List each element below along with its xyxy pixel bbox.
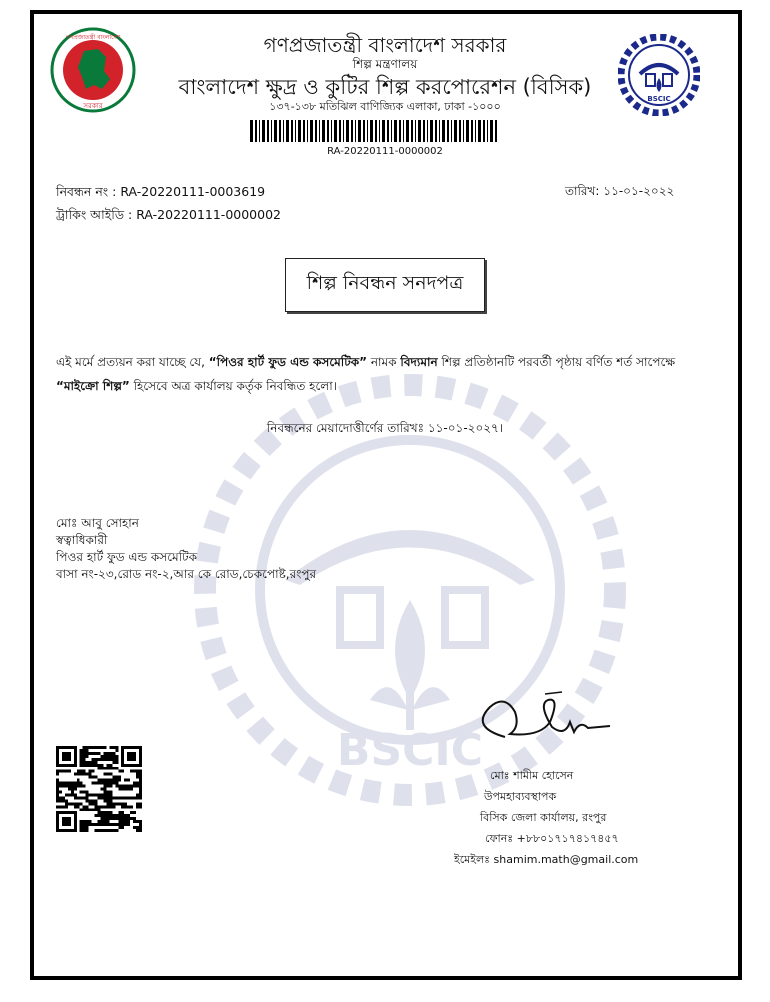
corporation-name: বাংলাদেশ ক্ষুদ্র ও কুটির শিল্প করপোরেশন (বিসিক)	[178, 75, 592, 99]
existing-status: বিদ্যমান	[400, 355, 438, 369]
tracking-value: RA-20220111-0000002	[136, 207, 281, 222]
signature	[470, 682, 620, 752]
bscic-logo-text: BSCIC	[647, 95, 671, 103]
tracking-label: ট্রাকিং আইডি :	[56, 207, 133, 222]
tracking-id	[56, 207, 281, 227]
statement-part-3: শিল্প প্রতিষ্ঠানটি পরবর্তী পৃষ্ঠায় বর্ণিত শর্ত সাপেক্ষে	[441, 355, 676, 369]
statement-part-2: নামক	[370, 355, 397, 369]
signatory-phone: ফোনঃ +৮৮০১৭১৭৪১৭৪৫৭	[485, 832, 619, 845]
certificate-title: শিল্প নিবন্ধন সনদপত্র	[285, 258, 485, 312]
qr-code	[56, 746, 142, 832]
owner-company: পিওর হার্ট ফুড এন্ড কসমেটিক	[56, 550, 198, 564]
owner-address: বাসা নং-২৩,রোড নং-২,আর কে রোড,চেকপোষ্ট,রংপুর	[56, 567, 317, 581]
signatory-email: ইমেইলঃ shamim.math@gmail.com	[454, 853, 639, 866]
registration-number	[56, 184, 265, 204]
government-title: গণপ্রজাতন্ত্রী বাংলাদেশ সরকার	[263, 33, 507, 57]
signatory-block	[430, 765, 720, 870]
company-name: “পিওর হার্ট ফুড এন্ড কসমেটিক”	[208, 355, 368, 369]
date-value: ১১-০১-২০২২	[603, 184, 675, 198]
industry-category: “মাইক্রো শিল্প”	[56, 379, 130, 393]
barcode-number: RA-20220111-0000002	[327, 146, 443, 157]
issue-date	[565, 183, 674, 203]
owner-name: মোঃ আবু সোহান	[56, 516, 139, 530]
validity-date: নিবন্ধনের মেয়াদোত্তীর্ণের তারিখঃ ১১-০১-২০২৭।	[266, 421, 504, 435]
signatory-name: মোঃ শামীম হোসেন	[490, 769, 574, 782]
emblem-bottom-text: সরকার	[83, 102, 103, 110]
registration-label: নিবন্ধন নং :	[56, 184, 117, 199]
owner-role: স্বত্বাধিকারী	[56, 533, 108, 547]
signatory-office: বিসিক জেলা কার্যালয়, রংপুর	[480, 811, 607, 824]
ministry-name: শিল্প মন্ত্রণালয়	[352, 57, 418, 71]
certificate-statement	[56, 350, 718, 398]
registration-value: RA-20220111-0003619	[120, 184, 266, 199]
corporation-address: ১৩৭-১৩৮ মতিঝিল বাণিজ্যিক এলাকা, ঢাকা -১০০০	[269, 100, 501, 113]
statement-part-1: এই মর্মে প্রত্যয়ন করা যাচ্ছে যে,	[56, 355, 205, 369]
signatory-designation: উপমহাব্যবস্থাপক	[484, 790, 557, 803]
owner-block	[56, 515, 316, 583]
watermark-text: BSCIC	[336, 725, 484, 776]
statement-part-4: হিসেবে অত্র কার্যালয় কর্তৃক নিবন্ধিত হলো।	[133, 379, 338, 393]
emblem-top-text: গণপ্রজাতন্ত্রী বাংলাদেশ	[65, 34, 121, 41]
barcode	[250, 120, 500, 142]
date-label: তারিখ:	[565, 184, 600, 198]
